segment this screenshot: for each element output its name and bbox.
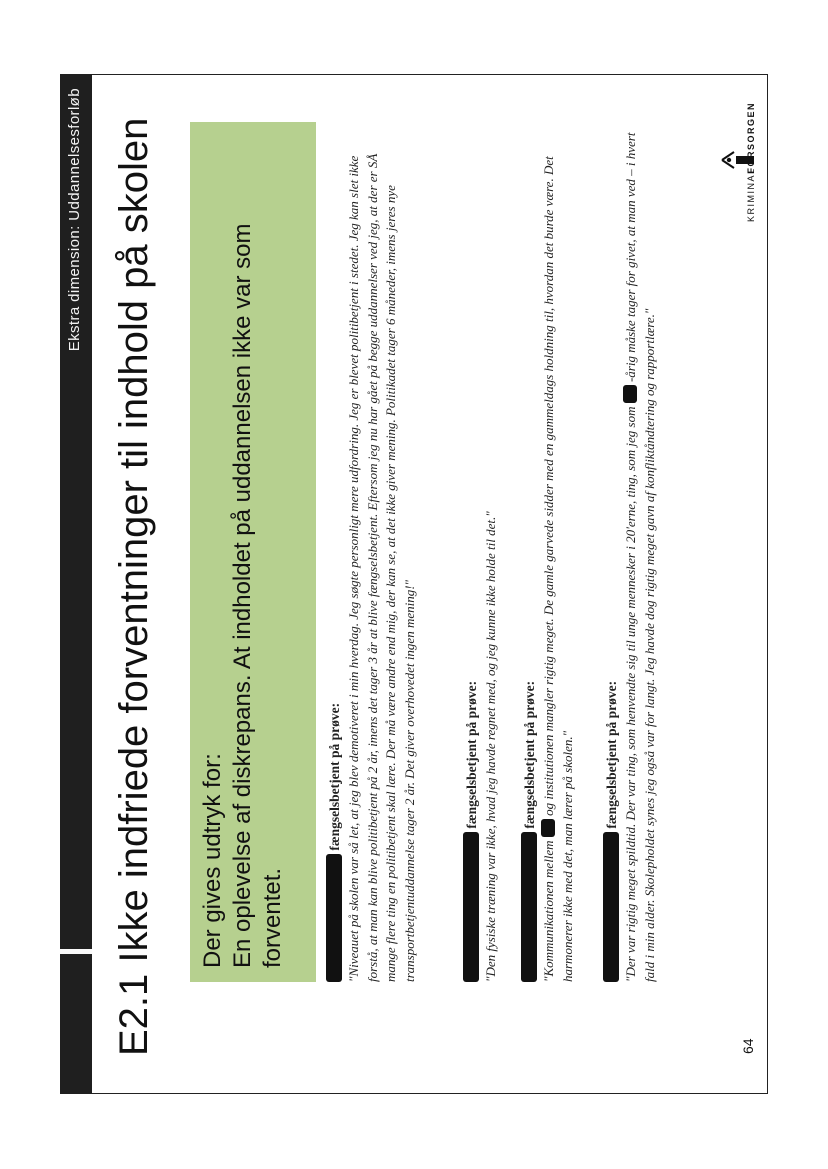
quote-block — [520, 122, 577, 982]
quote-speaker: fængselsbetjent på prøve: — [464, 680, 479, 829]
header-bar — [60, 74, 92, 1094]
quote-text — [622, 122, 659, 982]
redaction-bar — [521, 832, 537, 982]
header-stripe — [60, 949, 92, 954]
page-number: 64 — [740, 1038, 756, 1054]
quote-block — [462, 122, 501, 982]
quote-text-part: "Der var rigtig meget spildtid. Der var ting, som henvendte sig til unge mennesker i 20'erne, ting, som jeg som — [623, 406, 638, 982]
intro-line-1: Der gives udtryk for: — [199, 753, 226, 968]
quote-text: "Den fysiske træning var ikke, hvad jeg havde regnet med, og jeg kunne ikke holde til det." — [483, 511, 498, 982]
intro-line-2: En oplevelse af diskrepans. At indholdet på uddannelsen ikke var som forventet. — [229, 223, 286, 968]
quote-text-part: -årig måske tager for givet, at man ved – i hvert fald i min alder. Skolepholdet synes jeg også var for langt. Jeg havde dog rigtig meget gavn af konfliktåndtering og rapportlære." — [623, 132, 657, 982]
quote-speaker: fængselsbetjent på prøve: — [522, 680, 537, 829]
quote-text-part: og institutionen mangler rigtig meget. De gamle garvede sidder med en gammeldags holdning til, hvordan det burde være. Det harmonerer ikke med det, man lærer på skolen." — [541, 156, 575, 982]
quote-heading — [520, 122, 540, 982]
redaction-bar — [623, 385, 637, 403]
quote-speaker: fængselsbetjent på prøve: — [604, 680, 619, 829]
quote-heading — [602, 122, 622, 982]
quote-heading — [325, 122, 345, 982]
kriminalforsorgen-logo — [720, 102, 760, 222]
quote-speaker: fængselsbetjent på prøve: — [327, 702, 342, 851]
redaction-bar — [541, 819, 555, 837]
logo-text-left: KRIMINAL — [746, 167, 756, 222]
quote-block — [325, 122, 419, 982]
slide — [60, 74, 768, 1094]
quote-text: "Niveauet på skolen var så let, at jeg blev demotiveret i min hverdag. Jeg søgte personligt mere udfordring. Jeg er blevet politibetjent i stedet. Jeg kan slet ikke forstå, at man kan blive politibetjent på 2 år, imens det tager 3 år at blive fængselsbetjent. Eftersom jeg nu har gået på begge uddannelser ved jeg, at der er SÅ mange flere ting en politibetjent skal lære. Der må være andre end mig, der kan se, at det ikke giver mening. Politikadet tager 6 måneder, imens jeres nye transportbetjentuddannelse tager 2 år. Det giver overhovedet ingen mening!" — [346, 153, 417, 982]
redaction-bar — [603, 832, 619, 982]
redaction-bar — [326, 854, 342, 982]
quote-text — [540, 122, 577, 982]
quote-text-part: "Kommunikationen mellem — [541, 840, 556, 982]
quote-heading — [462, 122, 482, 982]
intro-box — [190, 122, 316, 982]
logo-text-right: FORSORGEN — [746, 102, 756, 174]
slide-title: E2.1 Ikke indfriede forventninger til indhold på skolen — [112, 117, 156, 1056]
quote-block — [602, 122, 659, 982]
header-text: Ekstra dimension: Uddannelsesforløb — [66, 88, 83, 352]
redaction-bar — [463, 832, 479, 982]
